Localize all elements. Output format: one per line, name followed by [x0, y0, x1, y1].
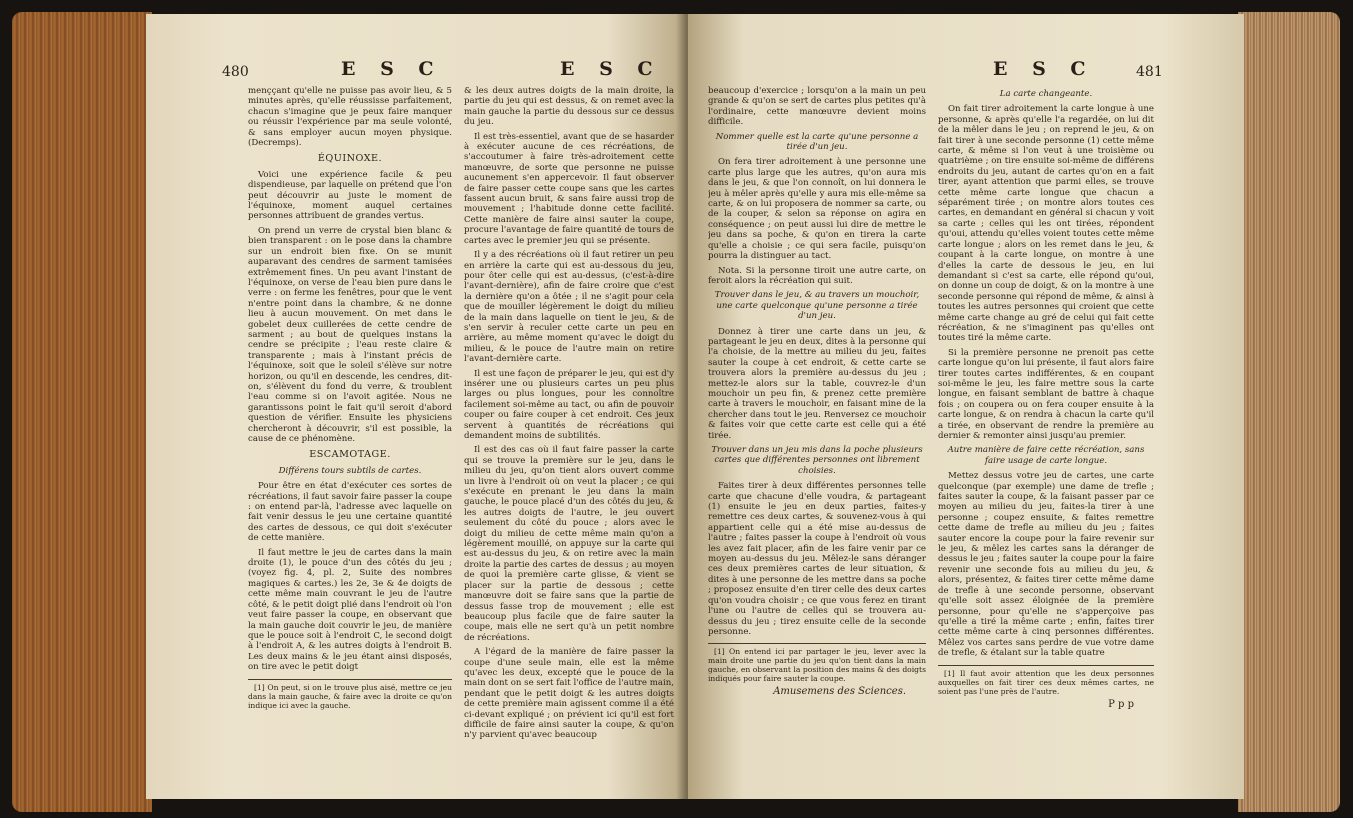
footnote — [938, 665, 1154, 709]
source-signature: Amusemens des Sciences. — [773, 686, 906, 698]
paragraph: Mettez dessus votre jeu de cartes, une carte quelconque (par exemple) une dame de trefle ; faites sauter la coupe, & la faisant passer par ce moyen au milieu du jeu, faites-la tirer à une personne ; coupez ensuite, & faites remettre cette dame de trefle au milieu du jeu ; faites sauter encore la coupe pour la faire revenir sur le jeu, & mêlez les cartes sans la déranger de dessus le jeu ; faites sauter la coupe pour la faire revenir une seconde fois au milieu du jeu, & alors, présentez, & faites tirer cette même dame de trefle à une seconde personne, observant qu'elle soit assez éloignée de la première personne, pour qu'elle ne s'apperçoive pas qu'elle a tiré la même carte ; enfin, faites tirer cette même carte à cinq personnes différentes. Mêlez vos cartes sans perdre de vue votre dame de trefle, & étalant sur la table quatre — [938, 471, 1154, 659]
paragraph: & les deux autres doigts de la main droite, la partie du jeu qui est dessus, & on remet avec la main gauche la partie du dessous sur ce dessus du jeu. — [464, 86, 674, 128]
running-head-right: E S C — [993, 58, 1095, 80]
left-column-2 — [464, 86, 674, 776]
footnote — [248, 679, 452, 710]
section-subheading: Autre manière de faire cette récréation, sans faire usage de carte longue. — [947, 445, 1145, 466]
section-subheading: Différens tours subtils de cartes. — [278, 465, 422, 476]
right-page — [688, 14, 1244, 799]
paragraph: Si la première personne ne prenoit pas cette carte longue qu'on lui présente, il faut alors faire tirer toutes cartes indifférentes, & en coupant soi-même le jeu, les faire mettre sous la carte longue, en faisant semblant de battre à chaque fois ; on coupera ou on fera couper ensuite à la carte longue, & on rendra à chacun la carte qu'il a tirée, en observant de rendre la première au dernier & remonter ainsi jusqu'au premier. — [938, 347, 1154, 441]
paragraph: Nota. Si la personne tiroit une autre carte, on feroit alors la récréation qui suit. — [708, 265, 926, 286]
right-page-edges — [1238, 12, 1340, 812]
paragraph: Il y a des récréations où il faut retirer un peu en arrière la carte qui est au-dessous du jeu, pour ôter celle qui est au-dessus, (c'est-à-dire l'avant-dernière), afin de faire croire que c'est la dernière qu'on a ôtée ; il ne s'agit pour cela que de mouiller légèrement le doigt du milieu de la main dans laquelle on tient le jeu, & de s'en servir à reculer cette carte un peu en arrière, au même moment qu'avec le doigt du milieu, & le pouce de l'autre main on retire l'avant-dernière carte. — [464, 250, 674, 365]
page-number-right: 481 — [1136, 64, 1163, 80]
left-page-header — [146, 58, 688, 84]
left-column-1 — [248, 86, 452, 776]
paragraph: menççant qu'elle ne puisse pas avoir lieu, & 5 minutes après, qu'elle réussisse parfaitement, chacun s'imagine que je peux faire manquer ou réussir l'expérience par ma seule volonté, & sans employer aucun moyen physique. (Decremps). — [248, 86, 452, 149]
paragraph: On fera tirer adroitement à une personne une carte plus large que les autres, qu'on aura mis dans le jeu, & que l'on connoît, on lui donnera le jeu à mêler après qu'elle y aura mis elle-même sa carte, & on lui proposera de nommer sa carte, ou de la couper, & selon sa réponse on agira en conséquence ; on peut aussi lui dire de mettre le jeu dans sa poche, & qu'on en tirera la carte qu'elle a choisie ; ce qui sera facile, puisqu'on pourra la distinguer au tact. — [708, 157, 926, 262]
paragraph: Il faut mettre le jeu de cartes dans la main droite (1), le pouce d'un des côtés du jeu ; (voyez fig. 4, pl. 2, Suite des nombres magiques & cartes.) les 2e, 3e & 4e doigts de cette même main couvrant le jeu de l'autre côté, & le petit doigt plié dans l'endroit où l'on veut faire passer la coupe, en observant que la main gauche doit couvrir le jeu, de manière que le pouce soit à l'endroit C, le second doigt à l'endroit A, & les autres doigts à l'endroit B. Les deux mains & le jeu étant ainsi disposés, on tire avec le petit doigt — [248, 547, 452, 673]
left-page — [146, 14, 688, 799]
paragraph: Il est très-essentiel, avant que de se hasarder à exécuter aucune de ces récréations, de s'accoutumer à faire très-adroitement cette manœuvre, de sorte que personne ne puisse aucunement s'en appercevoir. Il faut observer de faire passer cette coupe sans que les cartes fassent aucun bruit, & sans faire aussi trop de mouvement ; l'habitude donne cette facilité. Cette manière de faire ainsi sauter la coupe, procure l'avantage de faire quantité de tours de cartes avec le premier jeu qui se présente. — [464, 131, 674, 246]
running-head-left-col2: E S C — [560, 58, 662, 80]
paragraph: Il est une façon de préparer le jeu, qui est d'y insérer une ou plusieurs cartes un peu plus larges ou plus longues, pour les connoître facilement soi-même au tact, ou afin de pouvoir couper ou faire couper à cet endroit. Ces jeux servent à quantités de récréations qui demandent moins de subtilités. — [464, 368, 674, 441]
section-heading: ESCAMOTAGE. — [309, 449, 391, 461]
paragraph: On fait tirer adroitement la carte longue à une personne, & après qu'elle l'a regardée, on lui dit de la mêler dans le jeu ; on reprend le jeu, & on fait tirer à une seconde personne (1) cette même carte, & même si l'on veut à une troisième ou quatrième ; on tire ensuite soi-même de différens endroits du jeu, autant de cartes qu'on en a fait tirer, ayant attention que parmi elles, se trouve cette même carte longue que chacun a séparément tirée ; on montre alors toutes ces cartes, en demandant en général si chacun y voit sa carte ; celles qui les ont tirées, répondent qu'oui, attendu qu'elles voient toutes cette même carte longue ; alors on les remet dans le jeu, & coupant à la carte longue, on montre à une d'elles la carte de dessous le jeu, en lui demandant si c'est sa carte, elle répond qu'oui, on donne un coup de doigt, & on la montre à une seconde personne qui répond de même, & ainsi à toutes les autres personnes qui croient que cette même carte change au gré de celui qui fait cette récréation, & ne s'imaginent pas qu'elles ont toutes tiré la même carte. — [938, 104, 1154, 344]
paragraph: Faites tirer à deux différentes personnes telle carte que chacune d'elle voudra, & partageant (1) ensuite le jeu en deux parties, faites-y remettre ces deux cartes, & souvenez-vous à qui appartient celle qui a été mise au-dessus de l'autre ; faites passer la coupe à l'endroit où vous les avez fait placer, afin de les faire venir par ce moyen au-dessus du jeu. Mêlez-le sans déranger ces deux premières cartes de leur situation, & dites à une personne de les mettre dans sa poche ; proposez ensuite d'en tirer celle des deux cartes qu'on voudra choisir ; ce que vous ferez en tirant l'une ou l'autre de celles qui se trouvera au-dessus du jeu ; tirez ensuite celle de la seconde personne. — [708, 481, 926, 637]
signature-mark: P p p — [1108, 698, 1134, 710]
right-page-header — [688, 58, 1244, 84]
paragraph: A l'égard de la manière de faire passer la coupe d'une seule main, elle est la même qu'avec les deux, excepté que le pouce de la main dont on se sert fait l'office de l'autre main, pendant que le petit doigt & les autres doigts de cette première main agissent comme il a été ci-devant expliqué ; on prévient ici qu'il est fort difficile de faire ainsi sauter la coupe, & qu'on n'y parvient qu'avec beaucoup — [464, 647, 674, 741]
footnote — [708, 643, 926, 696]
running-head-left: E S C — [341, 58, 443, 80]
section-subheading: Trouver dans un jeu mis dans la poche plusieurs cartes que différentes personnes ont librement choisies. — [711, 445, 923, 476]
section-subheading: Nommer quelle est la carte qu'une personne a tirée d'un jeu. — [715, 131, 919, 153]
section-subheading: Trouver dans le jeu, & au travers un mouchoir, une carte quelconque qu'une personne a tirée d'un jeu. — [714, 290, 920, 322]
page-number-left: 480 — [222, 64, 249, 80]
paragraph: beaucoup d'exercice ; lorsqu'on a la main un peu grande & qu'on se sert de cartes plus petites qu'à l'ordinaire, cette manœuvre devient moins difficile. — [708, 86, 926, 128]
section-heading: La carte changeante. — [999, 89, 1093, 99]
right-column-1 — [708, 86, 926, 776]
paragraph: On prend un verre de crystal bien blanc & bien transparent : on le pose dans la chambre sur un endroit bien fixe. On se munit auparavant des cendres de sarment tamisées extrêmement fines. Un peu avant l'instant de l'équinoxe, on verse de l'eau bien pure dans le verre : on ferme les fenêtres, pour que le vent n'entre point dans la chambre, & ne donne lieu à aucun mouvement. On met dans le gobelet deux cuillerées de cette cendre de sarment ; au bout de quelques instans la cendre se précipite ; l'eau reste claire & transparente ; mais à l'instant précis de l'équinoxe, soit que le soleil s'élève sur notre horizon, ou qu'il en descende, les cendres, dit-on, s'élèvent du fond du verre, & troublent l'eau comme si on l'avoit agitée. Nous ne garantissons point le fait qu'il seroit d'abord question de vérifier. Ensuite les physiciens chercheront à découvrir, s'il est possible, la cause de ce phénomène. — [248, 225, 452, 444]
paragraph: Voici une expérience facile & peu dispendieuse, par laquelle on prétend que l'on peut découvrir au juste le moment de l'équinoxe, moment auquel certaines personnes attribuent de grandes vertus. — [248, 169, 452, 222]
paragraph: Donnez à tirer une carte dans un jeu, & partageant le jeu en deux, dites à la personne qui l'a choisie, de la mettre au milieu du jeu, faites sauter la coupe à cet endroit, & cette carte se trouvera alors la première au-dessus du jeu ; mettez-le alors sur la table, couvrez-le d'un mouchoir un peu fin, & prenez cette première carte à travers le mouchoir, en faisant mine de la chercher dans tout le jeu. Renversez ce mouchoir & faites voir que cette carte est celle qui a été tirée. — [708, 326, 926, 441]
footnote-text: [1] Il faut avoir attention que les deux personnes auxquelles on fait tirer ces deux mêmes cartes, ne soient pas l'une près de l'autre. — [938, 668, 1154, 696]
footnote-text: [1] On peut, si on le trouve plus aisé, mettre ce jeu dans la main gauche, & faire avec la droite ce qu'on indique ici avec la gauche. — [248, 682, 452, 710]
paragraph: Il est des cas où il faut faire passer la carte qui se trouve la première sur le jeu, dans le milieu du jeu, qu'on tient alors ouvert comme un livre à l'endroit où on veut la placer ; ce qui s'exécute en prenant le jeu dans la main gauche, le pouce placé d'un des côtés du jeu, & les autres doigts de l'autre, le jeu ouvert seulement du côté du pouce ; alors avec le doigt du milieu de cette même main qu'on a légèrement mouillé, on appuye sur la carte qui est au-dessus du jeu, & on retire avec la main droite la partie des cartes de dessus ; au moyen de quoi la première carte glisse, & vient se placer sur la partie de dessous ; cette manœuvre doit se faire sans que la partie de dessus fasse trop de mouvement ; elle est beaucoup plus facile que de faire sauter la coupe, mais elle ne sert qu'à un petit nombre de récréations. — [464, 445, 674, 643]
paragraph: Pour être en état d'exécuter ces sortes de récréations, il faut savoir faire passer la coupe : on entend par-là, l'adresse avec laquelle on fait venir dessus le jeu une certaine quantité des cartes de dessous, ce qui doit s'exécuter de cette manière. — [248, 481, 452, 544]
left-page-edges — [12, 12, 152, 812]
footnote-text: [1] On entend ici par partager le jeu, lever avec la main droite une partie du jeu qu'on tient dans la main gauche, en observant la position des mains & des doigts indiqués pour faire sauter la coupe. — [708, 647, 926, 684]
section-heading: ÉQUINOXE. — [317, 153, 383, 165]
right-column-2 — [938, 86, 1154, 776]
